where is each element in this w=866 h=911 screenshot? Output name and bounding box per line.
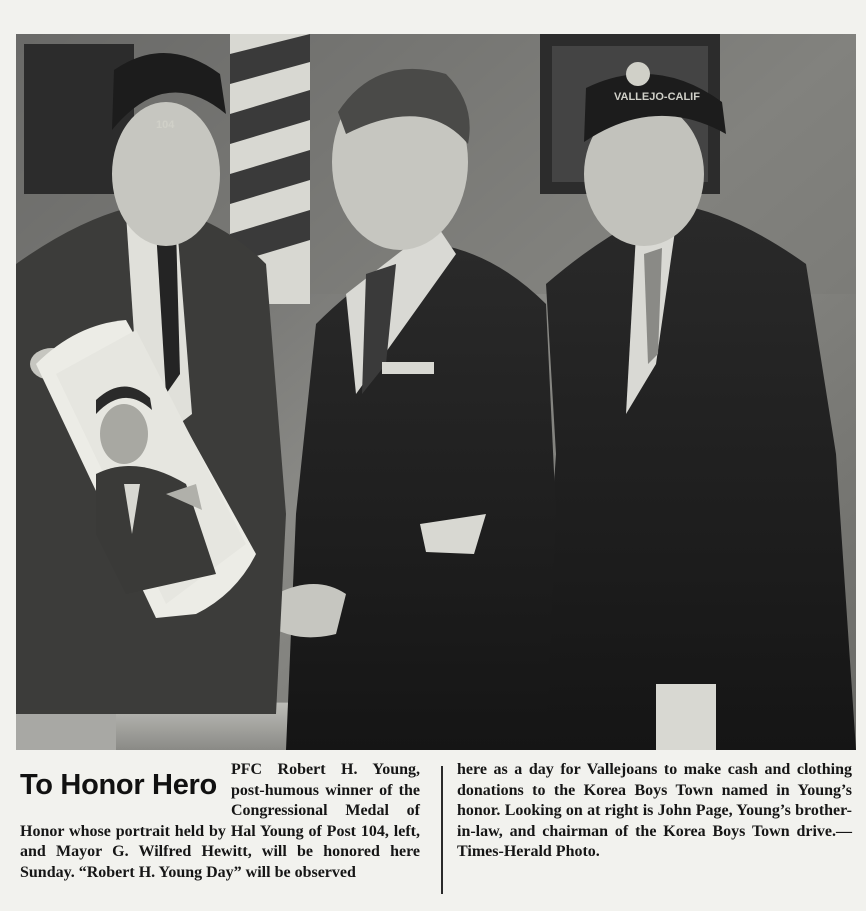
news-photo — [16, 34, 856, 750]
cap-right-text: VALLEJO-CALIF — [614, 91, 700, 103]
caption-left-text: PFC Robert H. Young, post-humous winner of the Congressional Medal of Honor whose portrait held by Hal Young of Post 104, left, and Mayor G. Wilfred Hewitt, will be honored here Sunday. “Robert H. Young Day” will be observed — [20, 761, 420, 881]
caption-right-text: here as a day for Vallejoans to make cash and clothing donations to the Korea Boys Town named in Young’s honor. Looking on at right is John Page, Young’s brother-in-law, and chairman of the Korea Boys Town drive.—Times-Herald Photo. — [457, 761, 852, 860]
caption-right-column — [457, 760, 852, 863]
photo-caption — [16, 760, 856, 900]
caption-headline: To Honor Hero — [20, 769, 217, 801]
column-divider — [441, 766, 443, 894]
caption-left-column — [20, 760, 420, 883]
photo-illustration — [16, 34, 856, 750]
cap-left-number: 104 — [156, 119, 175, 131]
